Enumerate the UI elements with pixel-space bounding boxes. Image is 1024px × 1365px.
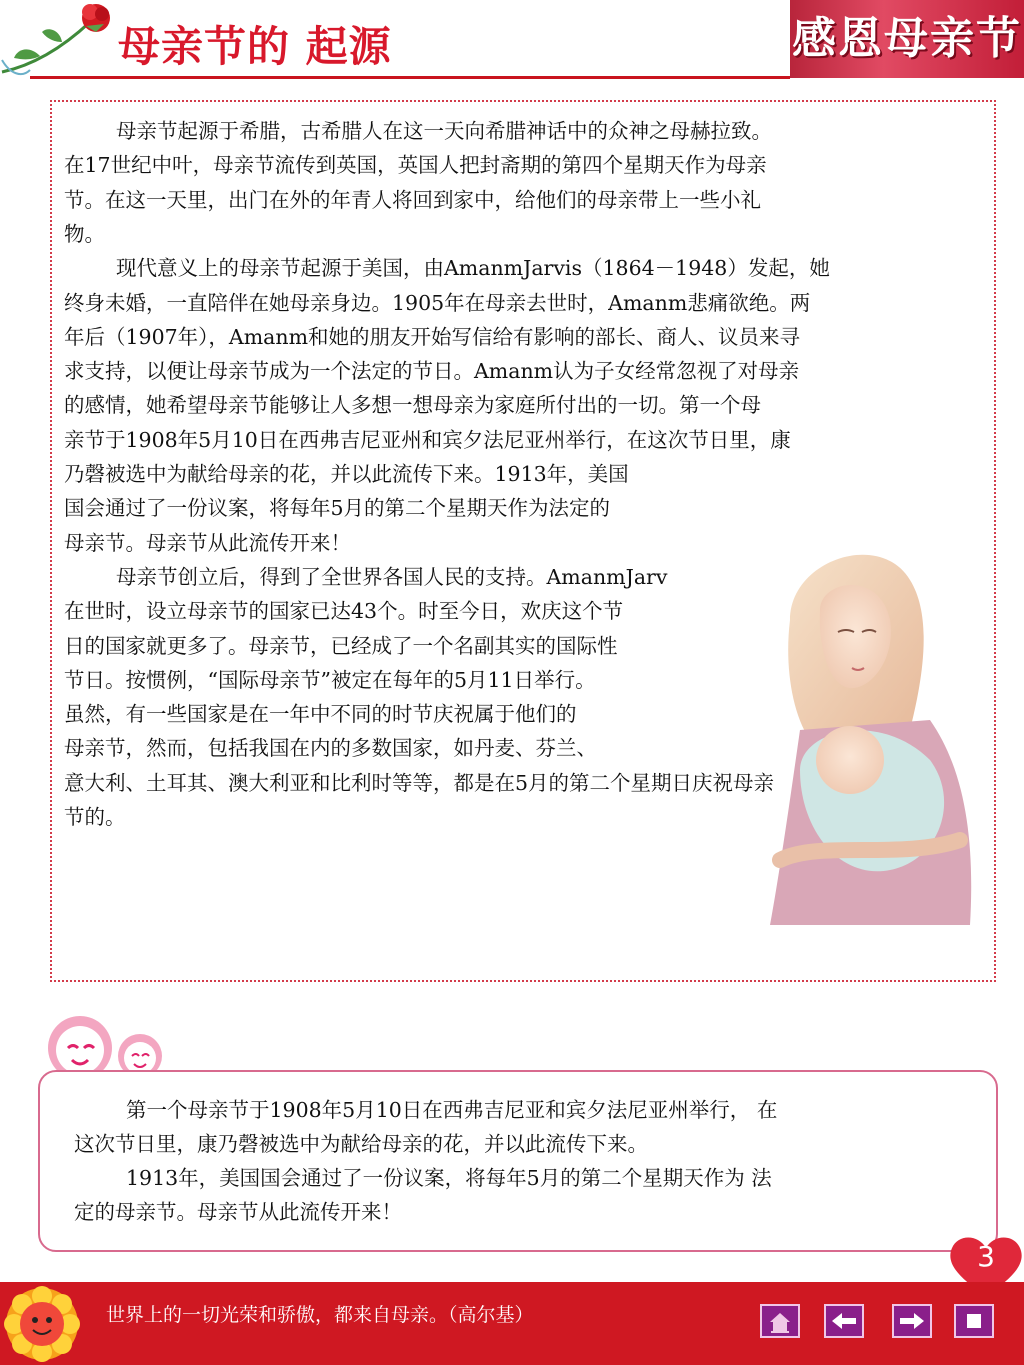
article-line-text: 母亲节起源于希腊，古希腊人在这一天向希腊神话中的众神之母赫拉致。: [116, 119, 772, 143]
footer-quote: 世界上的一切光荣和骄傲，都来自母亲。（高尔基）: [106, 1304, 534, 1326]
article-line: [64, 114, 772, 148]
article-line-text: 乃磬被选中为献给母亲的花，并以此流传下来。1913年，美国: [64, 462, 629, 486]
article-line: [64, 766, 774, 800]
summary-line-text: 第一个母亲节于1908年5月10日在西弗吉尼亚和宾夕法尼亚州举行， 在: [126, 1098, 778, 1122]
article-line-text: 母亲节。母亲节从此流传开来！: [64, 530, 351, 555]
arrow-left-icon: [826, 1306, 862, 1336]
prev-button[interactable]: [824, 1304, 864, 1338]
article-line: [64, 251, 830, 285]
summary-line: [74, 1195, 402, 1229]
article-line: [64, 183, 761, 217]
article-line-text: 节。在这一天里，出门在外的年青人将回到家中，给他们的母亲带上一些小礼: [64, 187, 761, 212]
article-line: [64, 629, 618, 663]
end-button[interactable]: [954, 1304, 994, 1338]
article-line-text: 在世时，设立母亲节的国家已达43个。时至今日，欢庆这个节: [64, 599, 624, 624]
article-line: [64, 457, 629, 491]
summary-line-text: 这次节日里，康乃磬被选中为献给母亲的花，并以此流传下来。: [74, 1132, 648, 1156]
article-line-text: 亲节于1908年5月10日在西弗吉尼亚州和宾夕法尼亚州举行，在这次节日里，康: [64, 427, 791, 452]
article-line: [64, 217, 105, 251]
summary-line: [74, 1127, 648, 1161]
article-line: [64, 731, 597, 765]
article-line-text: 国会通过了一份议案，将每年5月的第二个星期天作为法定的: [64, 496, 611, 521]
article-line-text: 节的。: [64, 805, 126, 829]
article-line-text: 虽然，有一些国家是在一年中不同的时节庆祝属于他们的: [64, 702, 577, 727]
article-line-text: 母亲节创立后，得到了全世界各国人民的支持。AmanmJarv: [116, 564, 668, 589]
home-icon: [762, 1306, 798, 1336]
article-line: [64, 594, 623, 628]
article-line-text: 在17世纪中叶，母亲节流传到英国，英国人把封斋期的第四个星期天作为母亲: [64, 153, 767, 178]
banner: [790, 0, 1024, 78]
next-button[interactable]: [892, 1304, 932, 1338]
article-line-text: 终身未婚，一直陪伴在她母亲身边。1905年在母亲去世时，Amanm悲痛欲绝。两: [64, 290, 811, 315]
summary-line-text: 定的母亲节。母亲节从此流传开来！: [74, 1200, 402, 1224]
arrow-right-icon: [894, 1306, 930, 1336]
article-line-text: 现代意义上的母亲节起源于美国，由AmanmJarvis（1864－1948）发起，她: [116, 256, 830, 281]
page-number: 3: [977, 1240, 995, 1273]
page-title: 母亲节的 起源: [118, 22, 392, 71]
summary-line-text: 1913年，美国国会通过了一份议案，将每年5月的第二个星期天作为 法: [126, 1166, 772, 1190]
rose-icon: [0, 0, 120, 82]
article-line-text: 母亲节，然而，包括我国在内的多数国家，如丹麦、芬兰、: [64, 736, 597, 761]
article-line-text: 年后（1907年），Amanm和她的朋友开始写信给有影响的部长、商人、议员来寻: [64, 324, 801, 349]
article-line-text: 求支持，以便让母亲节成为一个法定的节日。Amanm认为子女经常忽视了对母亲: [64, 359, 800, 384]
summary-line: [74, 1093, 777, 1127]
article-line-text: 的感情，她希望母亲节能够让人多想一想母亲为家庭所付出的一切。第一个母: [64, 393, 761, 418]
summary-line: [74, 1161, 772, 1195]
article-line: [64, 423, 791, 457]
article-line: [64, 388, 761, 422]
stop-icon: [956, 1306, 992, 1336]
smiling-sun-icon: [0, 1284, 84, 1364]
header: [0, 0, 1024, 82]
article-line: [64, 800, 126, 834]
article-line-text: 日的国家就更多了。母亲节，已经成了一个名副其实的国际性: [64, 633, 618, 658]
article-line: [64, 148, 767, 182]
home-button[interactable]: [760, 1304, 800, 1338]
article-line: [64, 491, 610, 525]
article-line-text: 物。: [64, 221, 105, 246]
article-line: [64, 354, 799, 388]
article-line: [64, 697, 577, 731]
article-line: [64, 320, 800, 354]
article-line: [64, 526, 351, 560]
article-line: [64, 663, 596, 697]
article-line-text: 意大利、土耳其、澳大利亚和比利时等等，都是在5月的第二个星期日庆祝母亲: [64, 770, 775, 795]
article-line-text: 节日。按惯例，“国际母亲节”被定在每年的5月11日举行。: [64, 667, 596, 692]
article-line: [64, 560, 667, 594]
title-divider: [30, 76, 790, 79]
article-line: [64, 286, 810, 320]
banner-text: 感恩母亲节: [792, 13, 1022, 64]
mother-and-child-illustration: [760, 540, 980, 930]
